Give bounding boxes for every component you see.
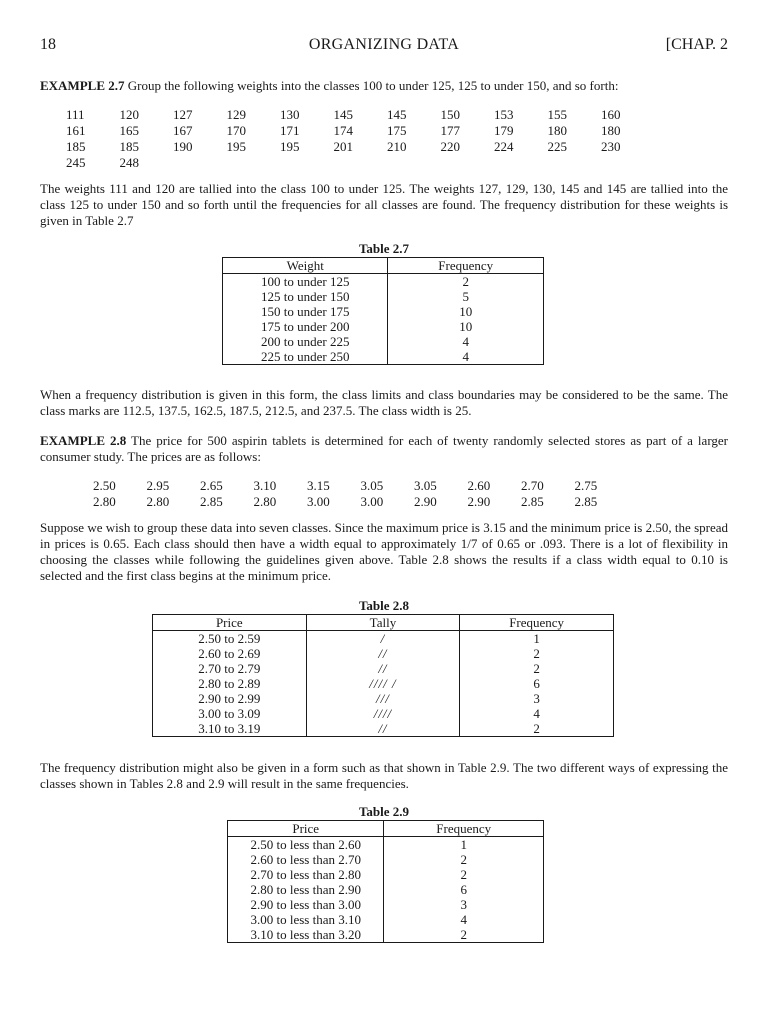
table-cell: 3.10 to less than 3.20	[250, 927, 361, 942]
data-value: 2.85	[521, 494, 544, 509]
table-cell: 3.00 to 3.09	[198, 706, 261, 721]
table-cell: 150 to under 175	[260, 304, 350, 319]
data-value: 3.05	[414, 478, 437, 493]
data-row	[93, 494, 628, 510]
tally-cell: //	[306, 721, 460, 737]
data-value: 195	[280, 139, 300, 154]
table-cell: 3.10 to 3.19	[198, 721, 261, 736]
table-row	[153, 706, 614, 721]
table-row	[223, 289, 544, 304]
table-cell: 100 to under 125	[260, 274, 350, 289]
data-value: 2.85	[574, 494, 598, 509]
table-cell: 5	[388, 289, 544, 304]
table-2-9-caption: Table 2.9	[358, 804, 410, 819]
table-row	[153, 661, 614, 676]
chapter-label: [CHAP. 2	[665, 36, 728, 53]
table-cell: 2.80 to 2.89	[198, 676, 261, 691]
example-2-8-intro	[40, 433, 728, 465]
data-value: 170	[226, 123, 246, 138]
example-label: EXAMPLE 2.7	[40, 78, 125, 93]
data-value: 180	[547, 123, 567, 138]
column-header: Price	[153, 615, 307, 631]
table-2-8-caption: Table 2.8	[358, 598, 410, 613]
table-row	[223, 334, 544, 349]
data-value: 220	[440, 139, 460, 154]
data-value: 2.80	[93, 494, 116, 509]
table-row	[223, 319, 544, 334]
data-value: 120	[119, 107, 139, 122]
table-cell: 4	[388, 334, 544, 349]
example-text: The price for 500 aspirin tablets is determined for each of twenty randomly selected stores as part of a larger consumer study. The prices are as follows:	[40, 433, 729, 464]
table-cell: 2	[384, 927, 544, 943]
data-value: 153	[494, 107, 514, 122]
data-value: 161	[66, 123, 86, 138]
data-value: 145	[333, 107, 353, 122]
data-value: 3.15	[307, 478, 330, 493]
table-row	[228, 927, 544, 943]
data-value: 129	[226, 107, 246, 122]
table-cell: 4	[388, 349, 544, 365]
table-cell: 125 to under 150	[260, 289, 350, 304]
data-value: 174	[333, 123, 353, 138]
column-header: Frequency	[384, 821, 544, 837]
data-value: 167	[173, 123, 193, 138]
data-value: 3.00	[307, 494, 330, 509]
table-cell: 1	[384, 837, 544, 853]
data-value: 145	[387, 107, 407, 122]
table-row	[228, 912, 544, 927]
table-cell: 2.50 to 2.59	[198, 631, 261, 646]
data-value: 155	[547, 107, 567, 122]
tally-cell: ///	[306, 691, 460, 706]
table-row	[153, 676, 614, 691]
data-value: 2.65	[200, 478, 223, 493]
data-value: 175	[387, 123, 407, 138]
table-row	[153, 721, 614, 737]
data-value: 2.75	[574, 478, 598, 493]
table-row	[228, 897, 544, 912]
data-row	[66, 123, 655, 139]
table-cell: 3.00 to less than 3.10	[250, 912, 361, 927]
data-value: 127	[173, 107, 193, 122]
data-value: 171	[280, 123, 300, 138]
table-cell: 2	[460, 646, 614, 661]
paragraph-two-forms: The frequency distribution might also be given in a form such as that shown in Table 2.9. The two different ways of expressing the classes shown in Tables 2.8 and 2.9 will result in the same frequencies.	[40, 760, 728, 791]
tally-cell: //// /	[306, 676, 460, 691]
example-2-8-explanation: Suppose we wish to group these data into seven classes. Since the maximum price is 3.15 and the minimum price is 2.50, the spread in prices is 0.65. Each class should then have a width equal to approximately 1/7 of 0.65 or .093. There is a lot of flexibility in choosing the classes while following the guidelines given above. Table 2.8 shows the results if a class width equal to 0.10 is selected and the first class begins at the minimum price.	[40, 520, 728, 583]
example-label: EXAMPLE 2.8	[40, 433, 127, 448]
table-2-7	[222, 257, 544, 365]
column-header: Frequency	[460, 615, 614, 631]
example-text: Group the following weights into the classes 100 to under 125, 125 to under 150, and so forth:	[127, 78, 619, 93]
data-value: 185	[66, 139, 86, 154]
data-value: 2.90	[414, 494, 437, 509]
table-cell: 4	[460, 706, 614, 721]
data-value: 2.80	[146, 494, 170, 509]
data-value: 2.95	[146, 478, 170, 493]
table-cell: 6	[460, 676, 614, 691]
tally-cell: ////	[306, 706, 460, 721]
data-value: 2.85	[200, 494, 223, 509]
column-header: Frequency	[388, 258, 544, 274]
example-2-7-explanation: The weights 111 and 120 are tallied into the class 100 to under 125. The weights 127, 129, 130, 145 and 145 are tallied into the class 125 to under 150 and so forth until the frequencies for all classes are found. The frequency distribution for these weights is given in Table 2.7	[40, 181, 728, 228]
table-row	[228, 852, 544, 867]
table-cell: 2.90 to 2.99	[198, 691, 261, 706]
data-value: 195	[226, 139, 246, 154]
table-cell: 4	[384, 912, 544, 927]
table-cell: 2.60 to 2.69	[198, 646, 261, 661]
data-value: 111	[66, 107, 85, 122]
table-cell: 2	[460, 661, 614, 676]
table-cell: 2	[388, 274, 544, 290]
table-row	[228, 882, 544, 897]
data-value: 201	[333, 139, 353, 154]
table-cell: 2	[384, 852, 544, 867]
column-header: Tally	[306, 615, 460, 631]
table-cell: 2.80 to less than 2.90	[250, 882, 361, 897]
table-row	[153, 646, 614, 661]
table-row	[153, 631, 614, 647]
data-row	[66, 155, 655, 171]
table-row	[228, 837, 544, 853]
data-row	[93, 478, 628, 494]
table-cell: 2.70 to 2.79	[198, 661, 261, 676]
table-row	[223, 349, 544, 365]
data-value: 224	[494, 139, 514, 154]
table-cell: 175 to under 200	[260, 319, 350, 334]
data-value: 245	[66, 155, 86, 170]
data-value: 165	[119, 123, 139, 138]
prices-data-grid	[93, 478, 628, 510]
data-value: 179	[494, 123, 514, 138]
table-row	[228, 867, 544, 882]
data-value: 248	[119, 155, 139, 170]
data-value: 160	[601, 107, 621, 122]
data-value: 150	[440, 107, 460, 122]
data-value: 3.05	[360, 478, 384, 493]
data-value: 225	[547, 139, 567, 154]
data-row	[66, 107, 655, 123]
table-2-9	[227, 820, 544, 943]
table-cell: 10	[388, 319, 544, 334]
table-row	[153, 691, 614, 706]
data-row	[66, 139, 655, 155]
data-value: 177	[440, 123, 460, 138]
table-2-7-caption: Table 2.7	[358, 241, 410, 256]
example-2-7-intro	[40, 78, 728, 94]
data-value: 210	[387, 139, 407, 154]
table-row	[223, 274, 544, 290]
weights-data-grid	[66, 107, 655, 171]
data-value: 3.10	[253, 478, 277, 493]
table-cell: 2.70 to less than 2.80	[250, 867, 361, 882]
data-value: 230	[601, 139, 621, 154]
table-cell: 10	[388, 304, 544, 319]
table-cell: 3	[384, 897, 544, 912]
table-cell: 3	[460, 691, 614, 706]
table-cell: 200 to under 225	[260, 334, 350, 349]
table-cell: 6	[384, 882, 544, 897]
data-value: 2.70	[521, 478, 544, 493]
table-row	[223, 304, 544, 319]
data-value: 2.60	[467, 478, 491, 493]
table-cell: 2.50 to less than 2.60	[250, 837, 361, 852]
table-cell: 2.60 to less than 2.70	[250, 852, 361, 867]
data-value: 2.90	[467, 494, 491, 509]
running-title: ORGANIZING DATA	[308, 36, 460, 53]
table-cell: 2	[460, 721, 614, 737]
table-cell: 225 to under 250	[260, 349, 350, 364]
data-value: 2.50	[93, 478, 116, 493]
paragraph-class-marks: When a frequency distribution is given in this form, the class limits and class boundaries may be considered to be the same. The class marks are 112.5, 137.5, 162.5, 187.5, 212.5, and 237.5. The class width is 25.	[40, 387, 728, 418]
tally-cell: //	[306, 646, 460, 661]
table-2-8	[152, 614, 614, 737]
tally-cell: //	[306, 661, 460, 676]
data-value: 2.80	[253, 494, 277, 509]
tally-cell: /	[306, 631, 460, 647]
table-cell: 1	[460, 631, 614, 647]
data-value: 185	[119, 139, 139, 154]
table-cell: 2.90 to less than 3.00	[250, 897, 361, 912]
data-value: 3.00	[360, 494, 384, 509]
page-number: 18	[40, 36, 56, 53]
data-value: 180	[601, 123, 621, 138]
data-value: 130	[280, 107, 300, 122]
column-header: Price	[228, 821, 384, 837]
data-value: 190	[173, 139, 193, 154]
column-header: Weight	[223, 258, 388, 274]
table-cell: 2	[384, 867, 544, 882]
